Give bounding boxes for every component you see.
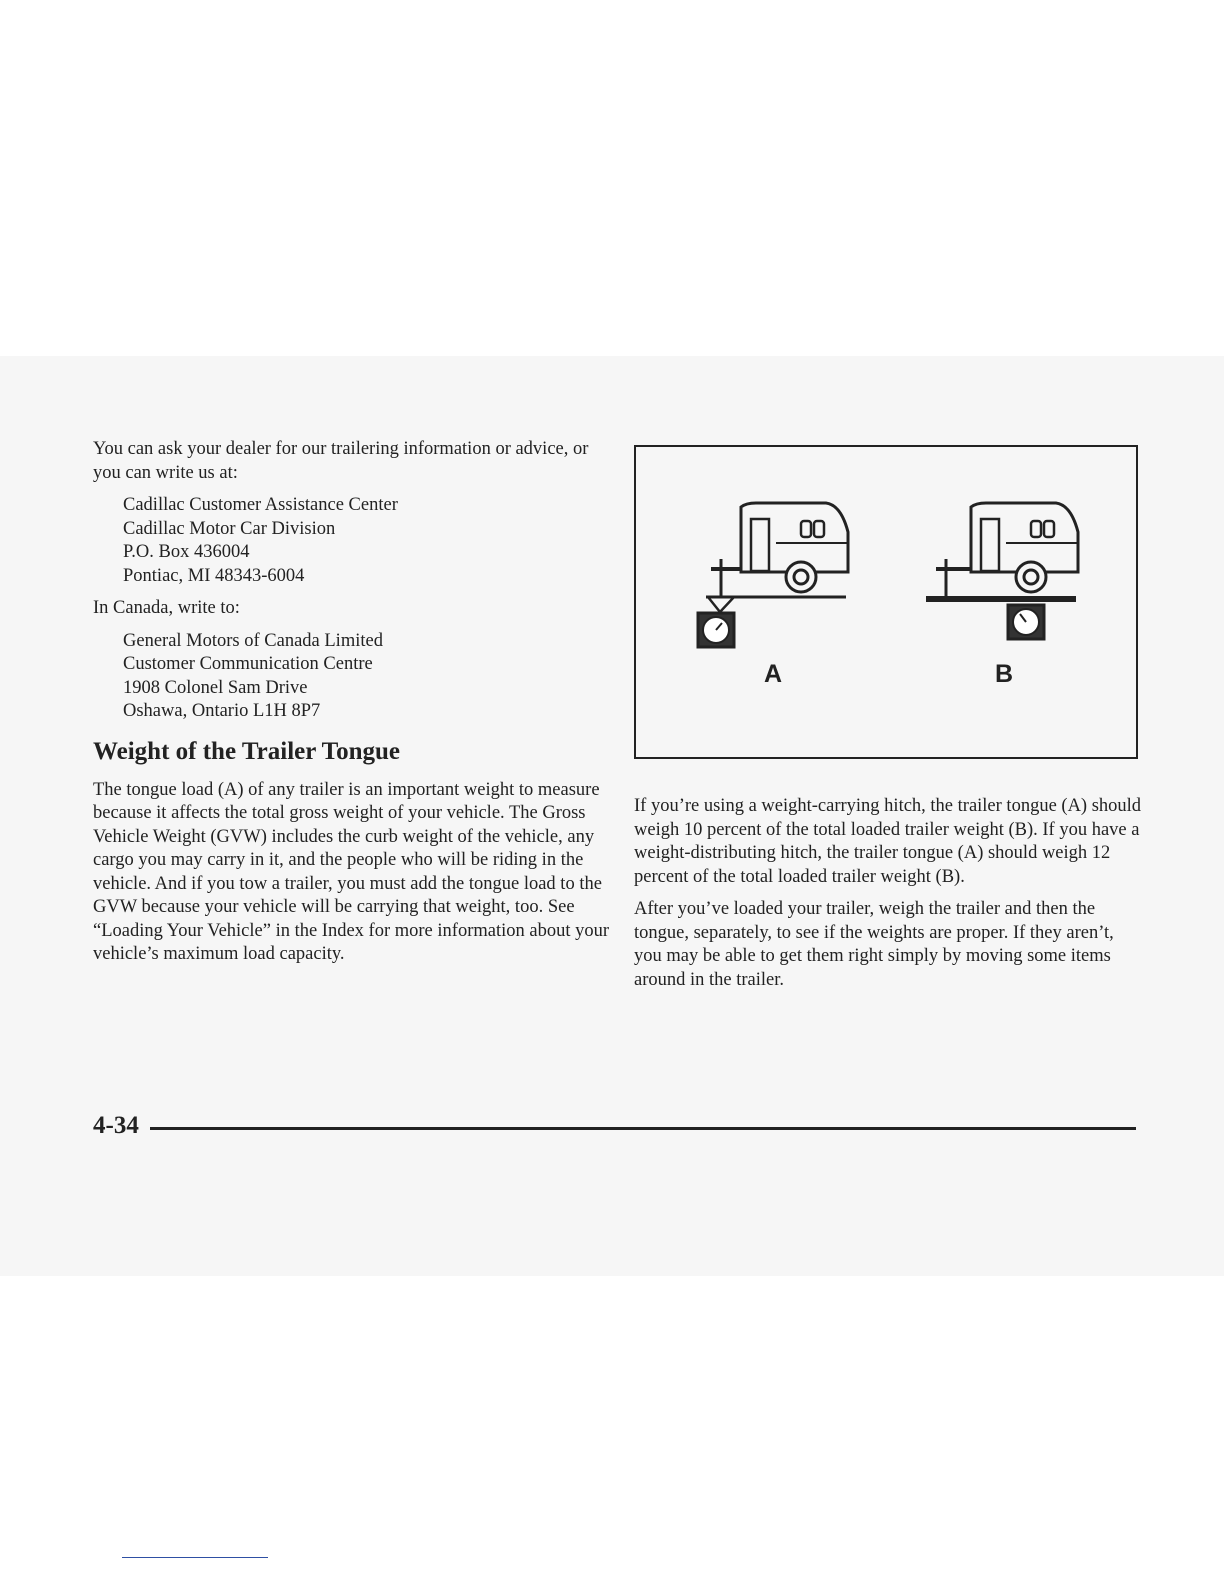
trailer-illustration — [636, 447, 1136, 757]
trailer-wheel — [786, 562, 816, 592]
bottom-link-underline — [122, 1557, 268, 1558]
trailer-wheel — [1016, 562, 1046, 592]
trailer-a-drawing — [698, 503, 848, 647]
address-line: P.O. Box 436004 — [123, 542, 250, 562]
intro-paragraph: You can ask your dealer for our trailering information or advice, or you can write us at: — [93, 439, 589, 483]
address-line: General Motors of Canada Limited — [123, 630, 383, 651]
figure-label-a: A — [764, 660, 783, 688]
section-heading: Weight of the Trailer Tongue — [93, 737, 400, 765]
scale-hanger — [708, 597, 734, 612]
address-line: 1908 Colonel Sam Drive — [123, 677, 308, 698]
left-column — [93, 438, 613, 976]
us-address — [123, 494, 613, 588]
address-line: Pontiac, MI 48343-6004 — [123, 565, 305, 586]
page-number: 4-34 — [93, 1112, 139, 1139]
address-line: Cadillac Customer Assistance Center — [123, 495, 398, 515]
section-body: The tongue load (A) of any trailer is an important weight to measure because it affects the total gross weight of your vehicle. The Gross Vehicle Weight (GVW) includes the curb weight of the vehicle, any cargo you may carry in it, and the people who will be riding in the vehicle. And if you tow a trailer, you must add the tongue load to the GVW because your vehicle will be carrying that weight, too. See “Loading Your Vehicle” in the Index for more information about your vehicle’s maximum load capacity. — [93, 779, 609, 964]
address-line: Customer Communication Centre — [123, 654, 373, 674]
trailer-tongue-figure — [634, 445, 1138, 759]
canada-address — [123, 630, 613, 724]
hitch-paragraph: If you’re using a weight-carrying hitch, the trailer tongue (A) should weigh 10 percent of the total loaded trailer weight (B). If you have a weight-distributing hitch, the trailer tongue (A) should weigh 12 percent of the total loaded trailer weight (B). — [634, 796, 1142, 887]
trailer-body — [741, 503, 848, 572]
figure-label-b: B — [995, 660, 1014, 688]
weighing-paragraph: After you’ve loaded your trailer, weigh the trailer and then the tongue, separately, to see if the weights are proper. If they aren’t, you may be able to get them right simply by moving some items around in the trailer. — [634, 899, 1114, 990]
trailer-b-drawing — [926, 503, 1078, 639]
address-line: Oshawa, Ontario L1H 8P7 — [123, 701, 321, 721]
right-column — [634, 795, 1144, 1001]
canada-intro: In Canada, write to: — [93, 598, 240, 618]
trailer-body — [971, 503, 1078, 572]
address-line: Cadillac Motor Car Division — [123, 518, 336, 539]
footer-rule — [150, 1127, 1136, 1130]
